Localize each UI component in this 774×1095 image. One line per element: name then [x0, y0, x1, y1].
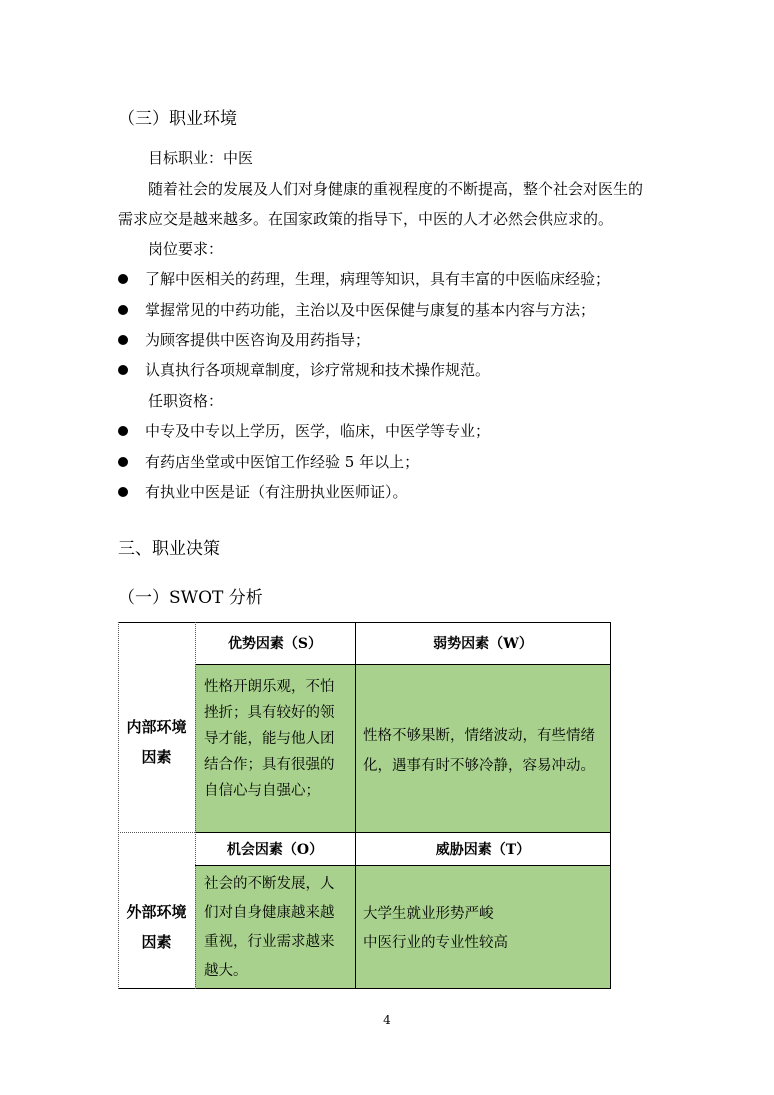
strengths-header: 优势因素（S） [227, 636, 323, 652]
section-heading-career-environment: （三）职业环境 [118, 109, 237, 129]
section-heading-swot: （一）SWOT 分析 [118, 588, 263, 608]
bullet-icon [118, 457, 128, 467]
weaknesses-header: 弱势因素（W） [433, 636, 533, 652]
section-heading-career-decision: 三、职业决策 [118, 539, 220, 559]
internal-factors-label: 内部环境 因素 [126, 718, 187, 766]
paragraph-line-1: 随着社会的发展及人们对身健康的重视程度的不断提高，整个社会对医生的 [148, 180, 644, 198]
external-factors-label: 外部环境 因素 [126, 903, 187, 951]
requirements-label: 岗位要求： [148, 240, 224, 258]
table-border-bottom [118, 988, 611, 989]
bullet-icon [118, 305, 128, 315]
page-number: 4 [383, 1013, 391, 1027]
paragraph-line-2: 需求应交是越来越多。在国家政策的指导下，中医的人才必然会供应求的。 [118, 210, 614, 228]
table-line-dotted [118, 832, 195, 834]
threats-content: 大学生就业形势严峻 中医行业的专业性较高 [363, 906, 508, 951]
opportunities-content: 社会的不断发展，人 们对自身健康越来越 重视，行业需求越来 越大。 [204, 876, 335, 979]
weaknesses-content: 性格不够果断，情绪波动，有些情绪 化，遇事有时不够冷静，容易冲动。 [363, 728, 595, 774]
strengths-content: 性格开朗乐观，不怕 挫折；具有较好的领 导才能，能与他人团 结合作；具有很强的 自信心与自强心； [204, 679, 335, 799]
table-line-dotted [195, 622, 196, 989]
bullet-icon [118, 335, 128, 345]
bullet-icon [118, 274, 128, 284]
table-line [195, 664, 611, 665]
threats-header: 威胁因素（T） [435, 841, 531, 858]
table-line [195, 865, 611, 866]
bullet-icon [118, 487, 128, 497]
table-line [355, 622, 356, 989]
qualifications-label: 任职资格： [148, 392, 224, 410]
swot-table [118, 622, 611, 989]
table-border-right [610, 622, 611, 989]
opportunities-header: 机会因素（O） [226, 841, 324, 858]
bullet-icon [118, 426, 128, 436]
bullet-icon [118, 365, 128, 375]
target-career-label: 目标职业：中医 [148, 149, 254, 167]
